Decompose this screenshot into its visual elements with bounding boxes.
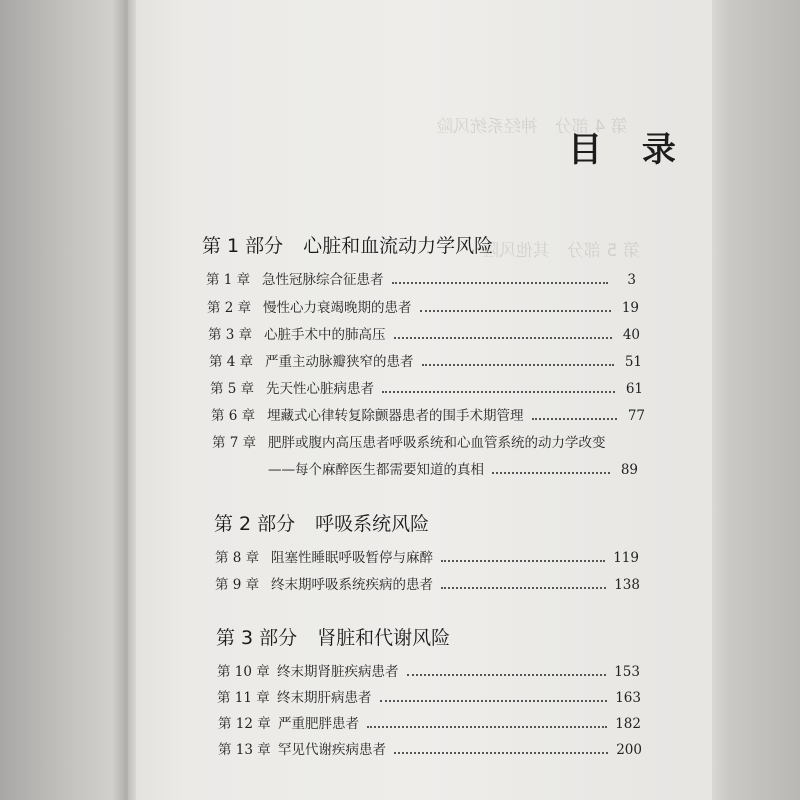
dot-leader [394, 336, 613, 339]
chapter-title: 终末期呼吸系统疾病的患者 [271, 577, 433, 593]
dot-leader [441, 586, 606, 589]
toc-entry-ch6[interactable] [211, 404, 645, 424]
chapter-number: 第 4 章 [209, 354, 254, 370]
toc-entry-ch9[interactable] [215, 573, 640, 593]
chapter-number: 第 2 章 [207, 300, 252, 316]
chapter-number: 第 12 章 [218, 716, 271, 732]
page-number: 61 [625, 381, 643, 397]
chapter-number: 第 13 章 [218, 742, 271, 758]
chapter-number: 第 1 章 [206, 272, 251, 288]
page-number: 138 [614, 577, 640, 593]
toc-entry-ch13[interactable] [218, 738, 642, 758]
part-label: 第 3 部分 [216, 627, 298, 649]
page-number: 163 [615, 690, 641, 706]
toc-entry-ch2[interactable] [207, 296, 639, 316]
chapter-number: 第 10 章 [217, 664, 270, 680]
facing-page [0, 0, 128, 800]
toc-entry-ch12[interactable] [218, 712, 641, 732]
page-number: 153 [614, 664, 640, 680]
dot-leader [492, 471, 610, 474]
part-title: 心脏和血流动力学风险 [303, 235, 494, 257]
page-number: 51 [624, 354, 642, 370]
chapter-title: 罕见代谢疾病患者 [278, 742, 386, 758]
page-edge [712, 0, 800, 800]
dot-leader [420, 309, 612, 312]
page-number: 200 [616, 742, 642, 758]
dot-leader [380, 699, 608, 702]
bleed-through-part5: 第 5 部分 其他风险 [482, 241, 640, 261]
dot-leader [382, 390, 615, 393]
toc-entry-ch7-subtitle[interactable] [268, 458, 638, 478]
page-number: 77 [627, 408, 645, 424]
chapter-number: 第 6 章 [211, 408, 256, 424]
chapter-number: 第 8 章 [215, 550, 260, 566]
dot-leader [392, 281, 609, 284]
toc-entry-ch5[interactable] [210, 377, 643, 397]
toc-entry-ch8[interactable] [215, 546, 639, 566]
chapter-title: 先天性心脏病患者 [266, 381, 374, 397]
part-heading-1 [202, 231, 493, 258]
toc-entry-ch4[interactable] [209, 350, 642, 370]
page-number: 40 [622, 327, 640, 343]
chapter-title: 慢性心力衰竭晚期的患者 [263, 300, 412, 316]
chapter-title: 肥胖或腹内高压患者呼吸系统和心血管系统的动力学改变 [268, 435, 606, 451]
part-label: 第 2 部分 [214, 513, 296, 535]
toc-entry-ch3[interactable] [208, 323, 640, 343]
chapter-title: 严重肥胖患者 [278, 716, 359, 732]
part-heading-2 [214, 509, 429, 536]
toc-entry-ch11[interactable] [217, 686, 641, 706]
chapter-number: 第 3 章 [208, 327, 253, 343]
book-page [128, 0, 718, 800]
chapter-number: 第 5 章 [210, 381, 255, 397]
part-label: 第 1 部分 [202, 235, 284, 257]
chapter-title: 急性冠脉综合征患者 [262, 272, 384, 288]
chapter-title: 严重主动脉瓣狭窄的患者 [265, 354, 414, 370]
dot-leader [422, 363, 615, 366]
page-number: 89 [620, 462, 638, 478]
page-number: 3 [627, 272, 636, 288]
dot-leader [532, 417, 618, 420]
dot-leader [441, 559, 605, 562]
chapter-title: 心脏手术中的肺高压 [264, 327, 386, 343]
toc-entry-ch10[interactable] [217, 660, 640, 680]
page-title: 目 录 [568, 130, 690, 170]
part-heading-3 [216, 623, 450, 650]
chapter-title: 终末期肾脏疾病患者 [277, 664, 399, 680]
chapter-number: 第 7 章 [212, 435, 257, 451]
toc-entry-ch7[interactable] [212, 431, 646, 451]
chapter-number: 第 9 章 [215, 577, 260, 593]
page-number: 119 [613, 550, 639, 566]
chapter-title: 阻塞性睡眠呼吸暂停与麻醉 [271, 550, 433, 566]
chapter-number: 第 11 章 [217, 690, 270, 706]
bleed-through-part4: 第 4 部分 神经系统风险 [436, 117, 628, 137]
toc-entry-ch1[interactable] [206, 268, 636, 288]
part-title: 呼吸系统风险 [315, 513, 430, 535]
spine-shadow [112, 0, 136, 800]
page-number: 182 [615, 716, 641, 732]
chapter-title: 终末期肝病患者 [277, 690, 372, 706]
chapter-subtitle: ——每个麻醉医生都需要知道的真相 [268, 462, 484, 478]
dot-leader [367, 725, 607, 728]
part-title: 肾脏和代谢风险 [317, 627, 451, 649]
page-number: 19 [621, 300, 639, 316]
dot-leader [407, 673, 607, 676]
dot-leader [394, 751, 608, 754]
chapter-title: 埋藏式心律转复除颤器患者的围手术期管理 [267, 408, 524, 424]
